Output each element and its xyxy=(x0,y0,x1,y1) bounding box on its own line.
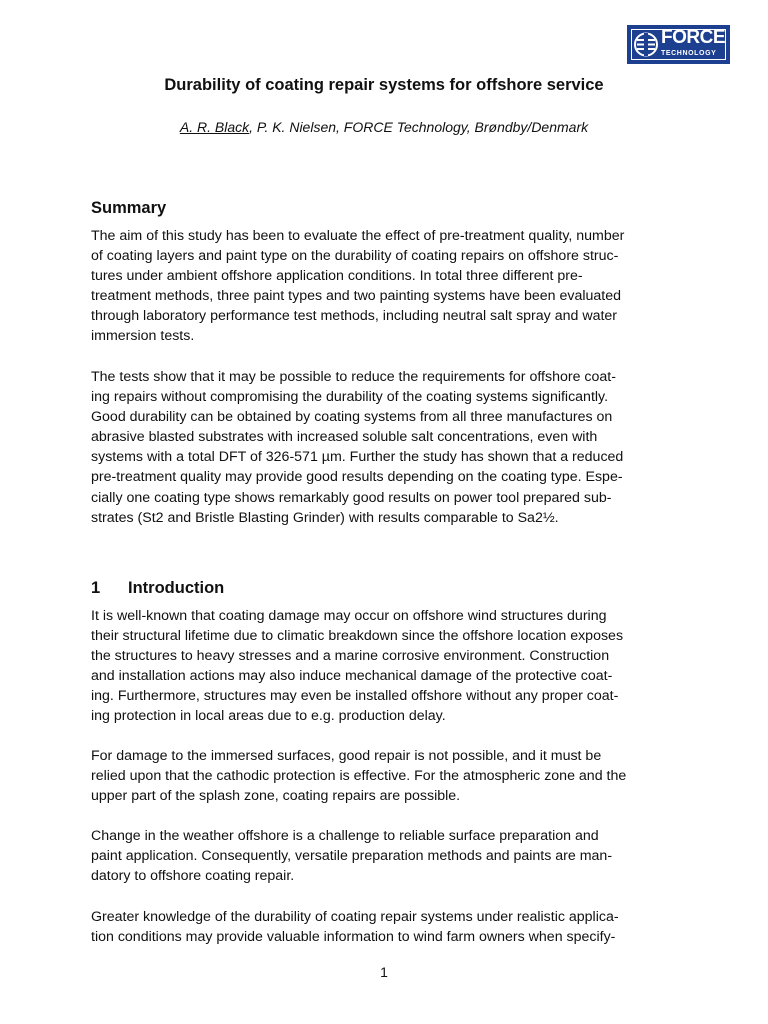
text-line: pre-treatment quality may provide good results depending on the coating type. Espe- xyxy=(91,469,623,486)
text-line: tion conditions may provide valuable information to wind farm owners when specify- xyxy=(91,929,616,946)
summary-heading: Summary xyxy=(91,199,167,217)
text-line: Change in the weather offshore is a challenge to reliable surface preparation and xyxy=(91,828,599,844)
text-line: through laboratory performance test methods, including neutral salt spray and water xyxy=(91,308,618,325)
text-line: cially one coating type shows remarkably good results on power tool prepared sub- xyxy=(91,489,612,506)
text-line: ing. Furthermore, structures may even be installed offshore without any proper coat- xyxy=(91,688,619,705)
author-line xyxy=(0,117,768,137)
text-line: abrasive blasted substrates with increased soluble salt concentrations, even with xyxy=(91,429,598,446)
introduction-paragraph-3 xyxy=(91,826,681,886)
text-line: It is well-known that coating damage may occur on offshore wind structures during xyxy=(91,608,607,624)
summary-paragraph-2 xyxy=(91,367,681,528)
introduction-paragraph-4 xyxy=(91,907,681,947)
text-line: strates (St2 and Bristle Blasting Grinder) with results comparable to Sa2½. xyxy=(91,509,559,526)
text-line: relied upon that the cathodic protection is effective. For the atmospheric zone and the xyxy=(91,768,627,785)
text-line: Good durability can be obtained by coating systems from all three manufactures on xyxy=(91,409,613,426)
text-line: Greater knowledge of the durability of coating repair systems under realistic applica- xyxy=(91,909,619,925)
text-line: upper part of the splash zone, coating repairs are possible. xyxy=(91,788,461,805)
text-line: and installation actions may also induce mechanical damage of the protective coat- xyxy=(91,668,613,685)
text-line: systems with a total DFT of 326-571 µm. Further the study has shown that a reduced xyxy=(91,449,624,466)
force-technology-logo xyxy=(627,25,730,64)
co-authors-affiliation: , P. K. Nielsen, FORCE Technology, Brøndby/Denmark xyxy=(249,119,589,135)
logo-wordmark: FORCE xyxy=(661,27,725,48)
logo-subtitle: TECHNOLOGY xyxy=(661,50,717,57)
force-emblem-icon xyxy=(633,31,659,58)
introduction-paragraph-2 xyxy=(91,746,681,806)
text-line: the structures to heavy stresses and a marine corrosive environment. Construction xyxy=(91,648,610,665)
text-line: The aim of this study has been to evaluate the effect of pre-treatment quality, number xyxy=(91,228,625,244)
text-line: their structural lifetime due to climatic breakdown since the offshore location exposes xyxy=(91,628,624,645)
text-line: of coating layers and paint type on the durability of coating repairs on offshore struc- xyxy=(91,248,619,265)
text-line: tures under ambient offshore application conditions. In total three different pre- xyxy=(91,268,583,285)
text-line: immersion tests. xyxy=(91,328,195,345)
text-line: The tests show that it may be possible to reduce the requirements for offshore coat- xyxy=(91,369,616,385)
section-title: Introduction xyxy=(128,579,225,597)
text-line: ing protection in local areas due to e.g. production delay. xyxy=(91,708,446,725)
page-number: 1 xyxy=(380,964,388,980)
text-line: ing repairs without compromising the durability of the coating systems significantly. xyxy=(91,389,609,406)
text-line: datory to offshore coating repair. xyxy=(91,868,295,885)
section-number: 1 xyxy=(91,579,101,597)
lead-author: A. R. Black xyxy=(179,119,250,135)
introduction-paragraph-1 xyxy=(91,606,681,727)
text-line: For damage to the immersed surfaces, good repair is not possible, and it must be xyxy=(91,748,602,764)
introduction-heading xyxy=(91,577,224,599)
summary-paragraph-1 xyxy=(91,226,681,347)
paper-title: Durability of coating repair systems for offshore service xyxy=(164,76,604,94)
text-line: paint application. Consequently, versatile preparation methods and paints are man- xyxy=(91,848,613,865)
text-line: treatment methods, three paint types and two painting systems have been evaluated xyxy=(91,288,621,305)
